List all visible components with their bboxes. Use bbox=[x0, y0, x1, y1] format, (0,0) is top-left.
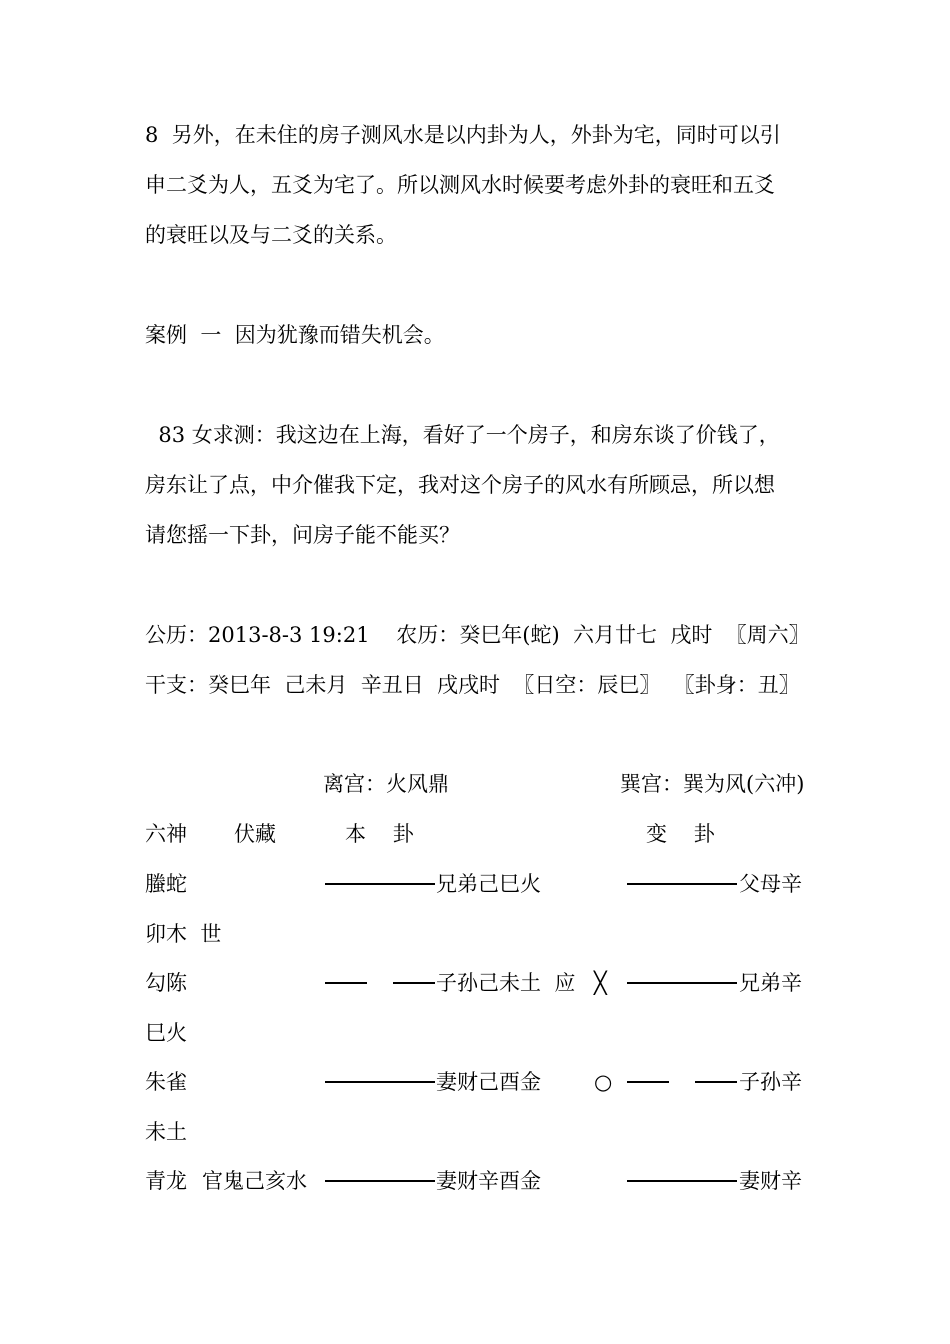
bian-cont-2: 巳火 bbox=[145, 1021, 187, 1045]
liushen-row-4: 青龙 bbox=[145, 1169, 187, 1193]
bian-label-2: 兄弟辛 bbox=[739, 971, 802, 995]
bian-label-4: 妻财辛 bbox=[739, 1169, 802, 1193]
ben-label-2: 子孙己未土 应 bbox=[436, 971, 576, 995]
palace-bian: 巽宫：巽为风(六冲) bbox=[620, 772, 805, 796]
ben-label-1: 兄弟己巳火 bbox=[436, 872, 541, 896]
fucang-row-4: 官鬼己亥水 bbox=[202, 1169, 307, 1193]
paragraph-8-line-3: 的衰旺以及与二爻的关系。 bbox=[145, 223, 397, 247]
ben-yao-1-solid bbox=[325, 883, 435, 885]
ben-label-3: 妻财己酉金 bbox=[436, 1070, 541, 1094]
ben-yao-3-solid bbox=[325, 1081, 435, 1083]
col-liushen: 六神 bbox=[145, 822, 187, 846]
ben-label-4: 妻财辛酉金 bbox=[436, 1169, 541, 1193]
bian-yao-3-broken-right bbox=[695, 1081, 737, 1083]
question-line-2: 房东让了点，中介催我下定，我对这个房子的风水有所顾忌，所以想 bbox=[145, 473, 775, 497]
moving-mark-3: ○ bbox=[594, 1070, 613, 1094]
ben-yao-2-broken-left bbox=[325, 982, 367, 984]
bian-yao-4-solid bbox=[627, 1180, 737, 1182]
paragraph-8-line-1: 8 另外，在未住的房子测风水是以内卦为人，外卦为宅，同时可以引 bbox=[145, 123, 781, 147]
moving-mark-2: ╳ bbox=[594, 971, 607, 995]
col-fucang: 伏藏 bbox=[234, 822, 276, 846]
bian-yao-1-solid bbox=[627, 883, 737, 885]
bian-yao-2-solid bbox=[627, 982, 737, 984]
col-ben: 本 卦 bbox=[345, 822, 414, 846]
liushen-row-3: 朱雀 bbox=[145, 1070, 187, 1094]
question-line-3: 请您摇一下卦，问房子能不能买？ bbox=[145, 523, 460, 547]
col-bian: 变 卦 bbox=[646, 822, 715, 846]
bian-label-3: 子孙辛 bbox=[739, 1070, 802, 1094]
palace-ben: 离宫：火风鼎 bbox=[323, 772, 449, 796]
bian-yao-3-broken-left bbox=[627, 1081, 669, 1083]
liushen-row-1: 螣蛇 bbox=[145, 872, 187, 896]
ganzhi-line: 干支：癸巳年 己未月 辛丑日 戌戌时 〖日空：辰巳〗 〖卦身：丑〗 bbox=[145, 673, 800, 697]
question-line-1: 83 女求测：我这边在上海，看好了一个房子，和房东谈了价钱了， bbox=[145, 423, 780, 447]
paragraph-8-line-2: 申二爻为人，五爻为宅了。所以测风水时候要考虑外卦的衰旺和五爻 bbox=[145, 173, 775, 197]
date-line: 公历：2013-8-3 19:21 农历：癸巳年(蛇) 六月廿七 戌时 〖周六〗 bbox=[145, 623, 810, 647]
case-title: 案例 一 因为犹豫而错失机会。 bbox=[145, 323, 445, 347]
ben-yao-4-solid bbox=[325, 1180, 435, 1182]
liushen-row-2: 勾陈 bbox=[145, 971, 187, 995]
bian-cont-3: 未土 bbox=[145, 1120, 187, 1144]
bian-label-1: 父母辛 bbox=[739, 872, 802, 896]
ben-yao-2-broken-right bbox=[393, 982, 435, 984]
bian-cont-1: 卯木 世 bbox=[145, 922, 222, 946]
